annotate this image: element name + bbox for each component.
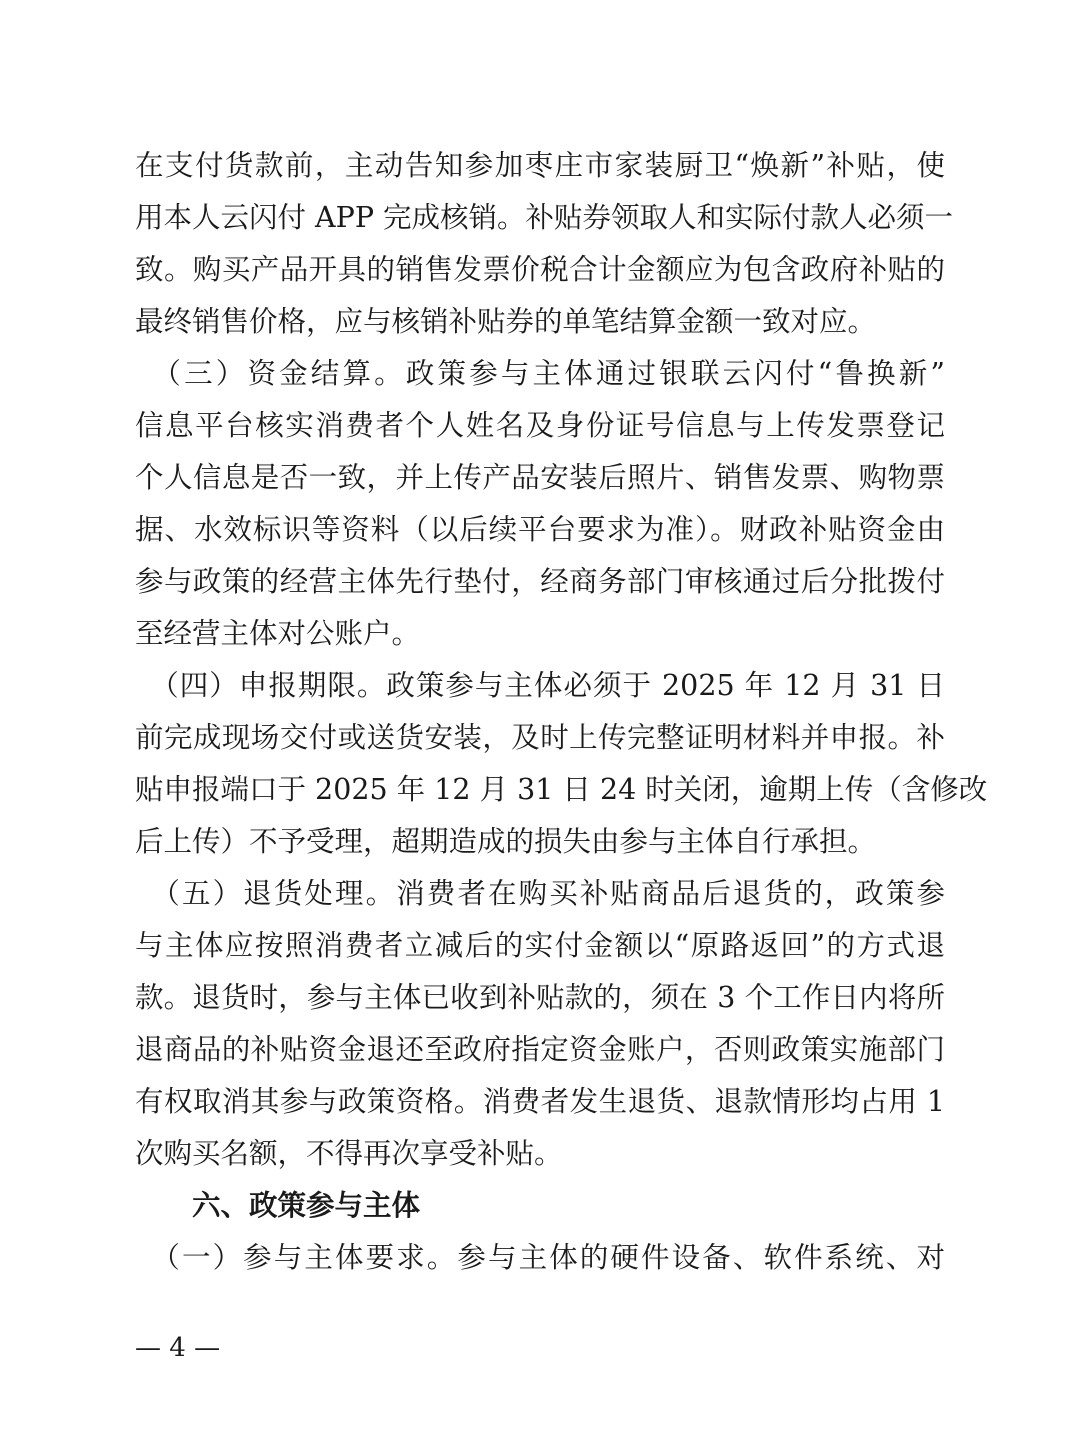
text-line: 在支付货款前，主动告知参加枣庄市家装厨卫“焕新”补贴，使 [135, 149, 945, 182]
text-line: （四）申报期限。政策参与主体必须于 2025 年 12 月 31 日 [135, 669, 945, 702]
text-line: 最终销售价格，应与核销补贴券的单笔结算金额一致对应。 [135, 305, 877, 338]
text-line: （三）资金结算。政策参与主体通过银联云闪付“鲁换新” [135, 357, 945, 390]
text-line: （五）退货处理。消费者在购买补贴商品后退货的，政策参 [135, 877, 945, 910]
section-heading: 六、政策参与主体 [192, 1189, 421, 1222]
text-line: 与主体应按照消费者立减后的实付金额以“原路返回”的方式退 [135, 929, 945, 962]
page-number: — 4 — [135, 1333, 221, 1363]
text-line: 个人信息是否一致，并上传产品安装后照片、销售发票、购物票 [135, 461, 945, 494]
text-line: 有权取消其参与政策资格。消费者发生退货、退款情形均占用 1 [135, 1085, 945, 1118]
text-line: 次购买名额，不得再次享受补贴。 [135, 1137, 563, 1170]
text-line: 贴申报端口于 2025 年 12 月 31 日 24 时关闭，逾期上传（含修改 [135, 773, 988, 806]
text-line: （一）参与主体要求。参与主体的硬件设备、软件系统、对 [135, 1241, 945, 1274]
text-line: 前完成现场交付或送货安装，及时上传完整证明材料并申报。补 [135, 721, 945, 754]
text-line: 用本人云闪付 APP 完成核销。补贴券领取人和实际付款人必须一 [135, 201, 954, 234]
text-line: 致。购买产品开具的销售发票价税合计金额应为包含政府补贴的 [135, 253, 945, 286]
text-line: 后上传）不予受理，超期造成的损失由参与主体自行承担。 [135, 825, 877, 858]
text-line: 至经营主体对公账户。 [135, 617, 421, 650]
text-line: 据、水效标识等资料（以后续平台要求为准）。财政补贴资金由 [135, 513, 945, 546]
text-line: 参与政策的经营主体先行垫付，经商务部门审核通过后分批拨付 [135, 565, 945, 598]
body-text [135, 140, 988, 1284]
text-line: 信息平台核实消费者个人姓名及身份证号信息与上传发票登记 [135, 409, 945, 442]
text-line: 退商品的补贴资金退还至政府指定资金账户，否则政策实施部门 [135, 1033, 945, 1066]
text-line: 款。退货时，参与主体已收到补贴款的，须在 3 个工作日内将所 [135, 981, 945, 1014]
